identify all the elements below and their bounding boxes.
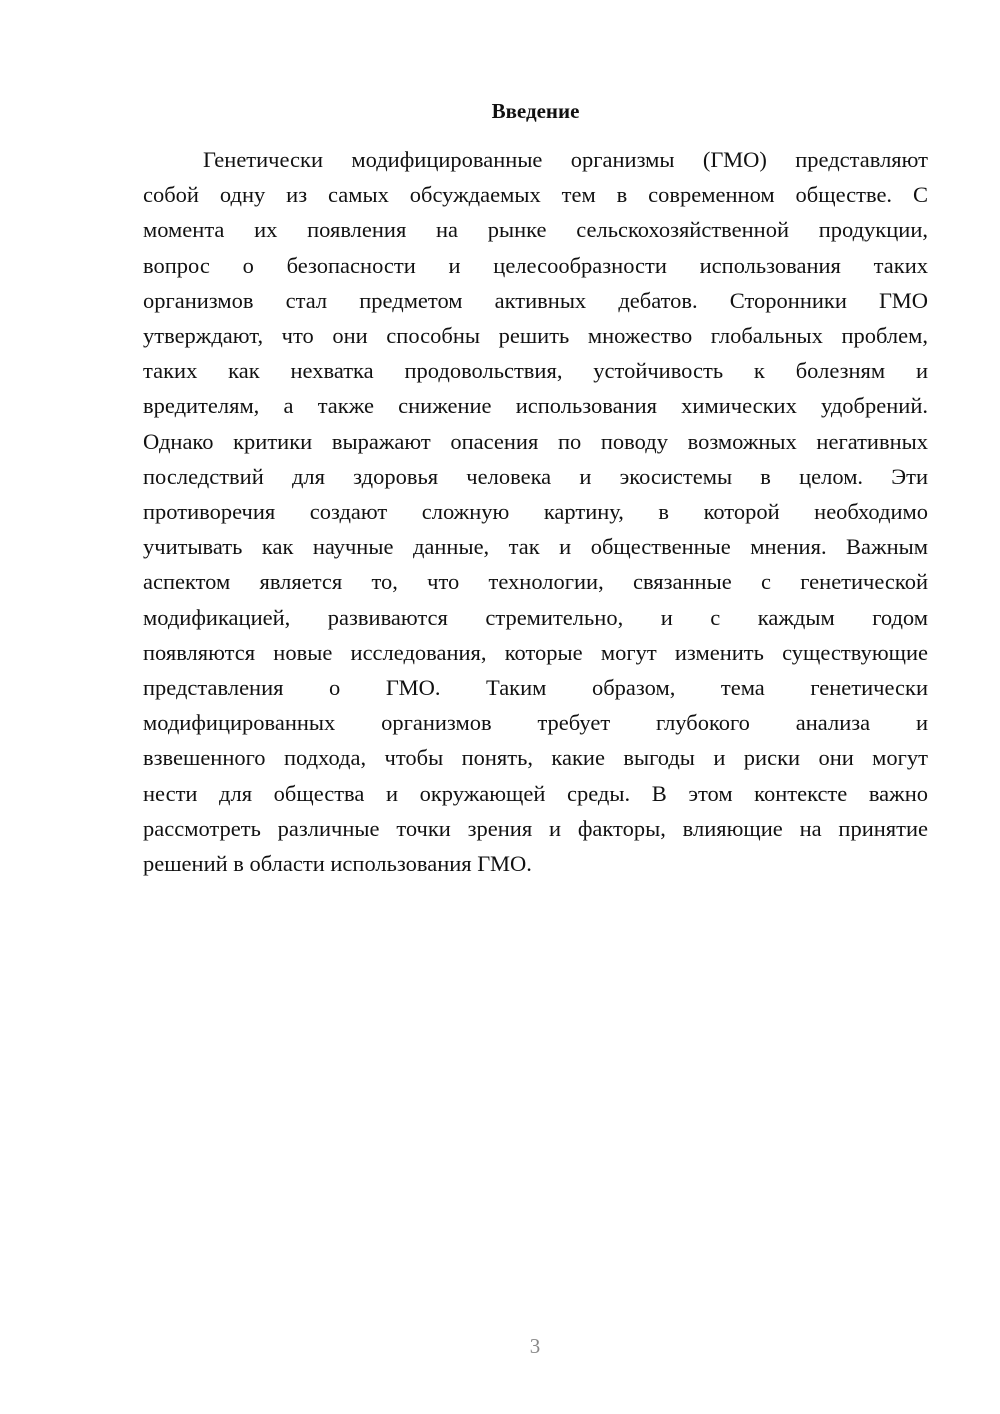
- paragraph-line: решений в области использования ГМО.: [143, 851, 532, 877]
- paragraph-line: появляются новые исследования, которые могут изменить существующие: [143, 639, 928, 665]
- paragraph-line: последствий для здоровья человека и экосистемы в целом. Эти: [143, 463, 928, 489]
- intro-paragraph: [143, 142, 928, 881]
- paragraph-line: аспектом является то, что технологии, связанные с генетической: [143, 569, 928, 595]
- paragraph-line: собой одну из самых обсуждаемых тем в современном обществе. С: [143, 182, 928, 208]
- paragraph-line: таких как нехватка продовольствия, устойчивость к болезням и: [143, 358, 928, 384]
- paragraph-line: представления о ГМО. Таким образом, тема генетически: [143, 675, 928, 701]
- paragraph-line: Однако критики выражают опасения по поводу возможных негативных: [143, 428, 928, 454]
- paragraph-line: модифицированных организмов требует глубокого анализа и: [143, 710, 928, 736]
- paragraph-line: Генетически модифицированные организмы (ГМО) представляют: [203, 147, 928, 172]
- paragraph-line: рассмотреть различные точки зрения и факторы, влияющие на принятие: [143, 815, 928, 841]
- paragraph-line: вопрос о безопасности и целесообразности использования таких: [143, 252, 928, 278]
- paragraph-line: организмов стал предметом активных дебатов. Сторонники ГМО: [143, 287, 928, 313]
- paragraph-line: вредителям, а также снижение использования химических удобрений.: [143, 393, 928, 419]
- section-heading: Введение: [491, 99, 580, 123]
- page-number: 3: [529, 1334, 541, 1358]
- paragraph-line: модификацией, развиваются стремительно, и с каждым годом: [143, 604, 928, 630]
- paragraph-line: взвешенного подхода, чтобы понять, какие выгоды и риски они могут: [143, 745, 928, 771]
- paragraph-line: противоречия создают сложную картину, в которой необходимо: [143, 499, 928, 525]
- paragraph-line: нести для общества и окружающей среды. В этом контексте важно: [143, 780, 928, 806]
- paragraph-line: утверждают, что они способны решить множество глобальных проблем,: [143, 323, 928, 349]
- paragraph-line: момента их появления на рынке сельскохозяйственной продукции,: [143, 217, 928, 243]
- paragraph-line: учитывать как научные данные, так и общественные мнения. Важным: [143, 534, 928, 560]
